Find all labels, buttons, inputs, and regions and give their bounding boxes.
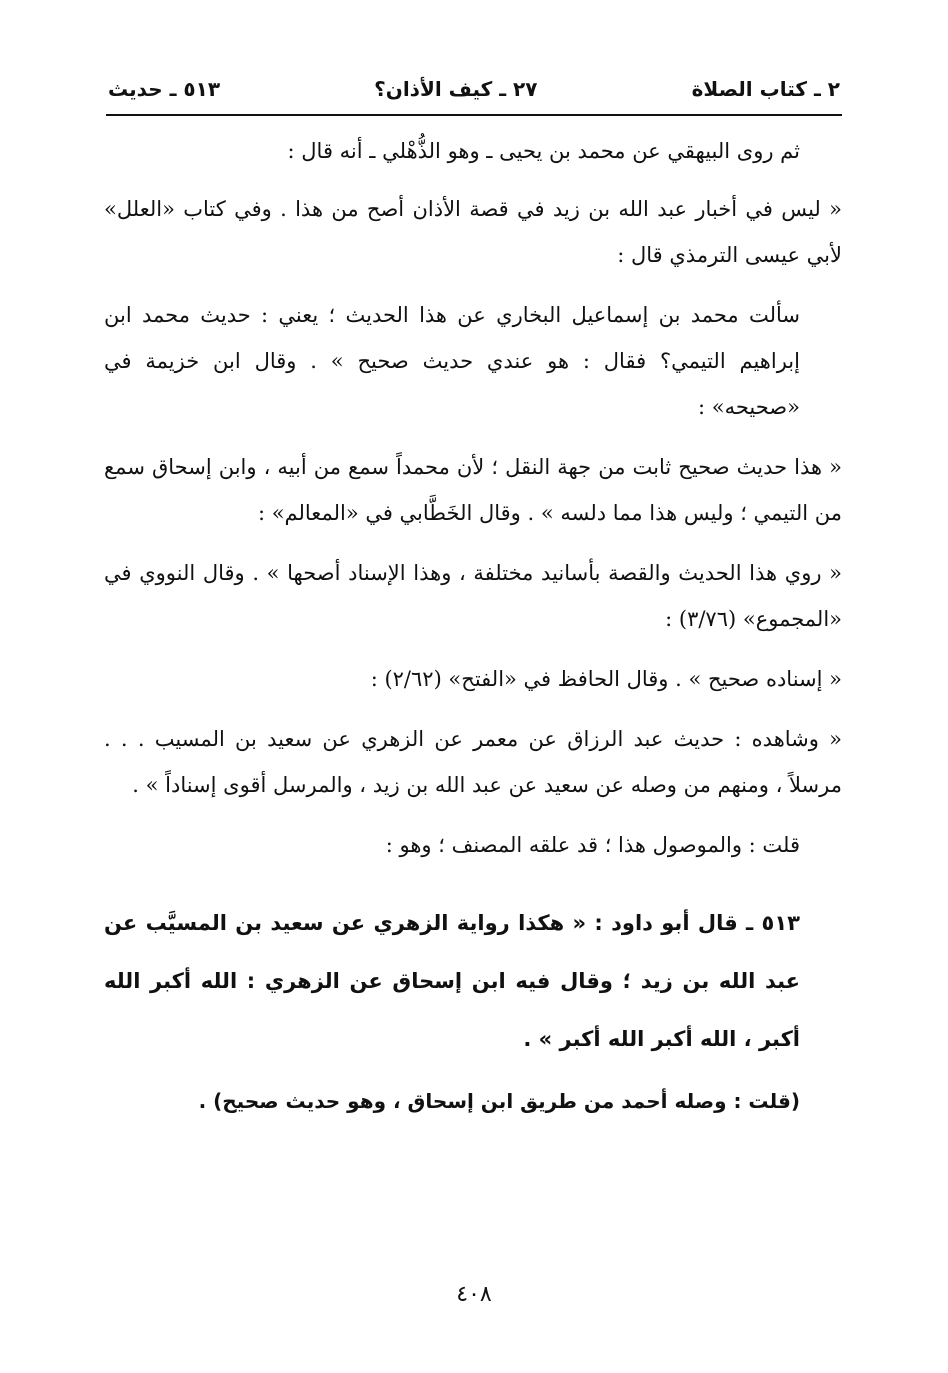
hadith-text: ٥١٣ ـ قال أبو داود : « هكذا رواية الزهري عن سعيد بن المسيَّب عن عبد الله بن زيد ؛ وقال فيه ابن إسحاق عن الزهري : الله أكبر الله أكبر ، الله أكبر الله أكبر » . (104, 911, 800, 1051)
paragraph: « إسناده صحيح » . وقال الحافظ في «الفتح» (٢/٦٢) : (370, 667, 842, 691)
header-divider (106, 114, 842, 116)
page-number: ٤٠٨ (456, 1282, 492, 1307)
paragraph: سألت محمد بن إسماعيل البخاري عن هذا الحديث ؛ يعني : حديث محمد ابن إبراهيم التيمي؟ فقال : هو عندي حديث صحيح » . وقال ابن خزيمة في «صحيحه» : (104, 303, 800, 419)
paragraph: ثم روى البيهقي عن محمد بن يحيى ـ وهو الذُّهْلي ـ أنه قال : (287, 139, 800, 163)
paragraph: « هذا حديث صحيح ثابت من جهة النقل ؛ لأن محمداً سمع من أبيه ، وابن إسحاق سمع من التيمي ؛ وليس هذا مما دلسه » . وقال الخَطَّابي في «المعالم» : (104, 455, 842, 525)
header-book-title: ٢ ـ كتاب الصلاة (691, 77, 840, 101)
page-body (104, 128, 842, 1124)
author-note: (قلت : وصله أحمد من طريق ابن إسحاق ، وهو حديث صحيح) . (198, 1089, 800, 1113)
header-hadith-ref: ٥١٣ ـ حديث (108, 77, 221, 101)
paragraph: « وشاهده : حديث عبد الرزاق عن معمر عن الزهري عن سعيد بن المسيب . . . مرسلاً ، ومنهم من وصله عن سعيد عن عبد الله بن زيد ، والمرسل أقوى إسناداً » . (104, 727, 842, 797)
paragraph: قلت : والموصول هذا ؛ قد علقه المصنف ؛ وهو : (385, 833, 800, 857)
running-header (108, 72, 840, 106)
header-chapter-title: ٢٧ ـ كيف الأذان؟ (374, 77, 538, 101)
paragraph: « ليس في أخبار عبد الله بن زيد في قصة الأذان أصح من هذا . وفي كتاب «العلل» لأبي عيسى الترمذي قال : (104, 197, 842, 267)
paragraph: « روي هذا الحديث والقصة بأسانيد مختلفة ، وهذا الإسناد أصحها » . وقال النووي في «المجموع» (٣/٧٦) : (104, 561, 842, 631)
